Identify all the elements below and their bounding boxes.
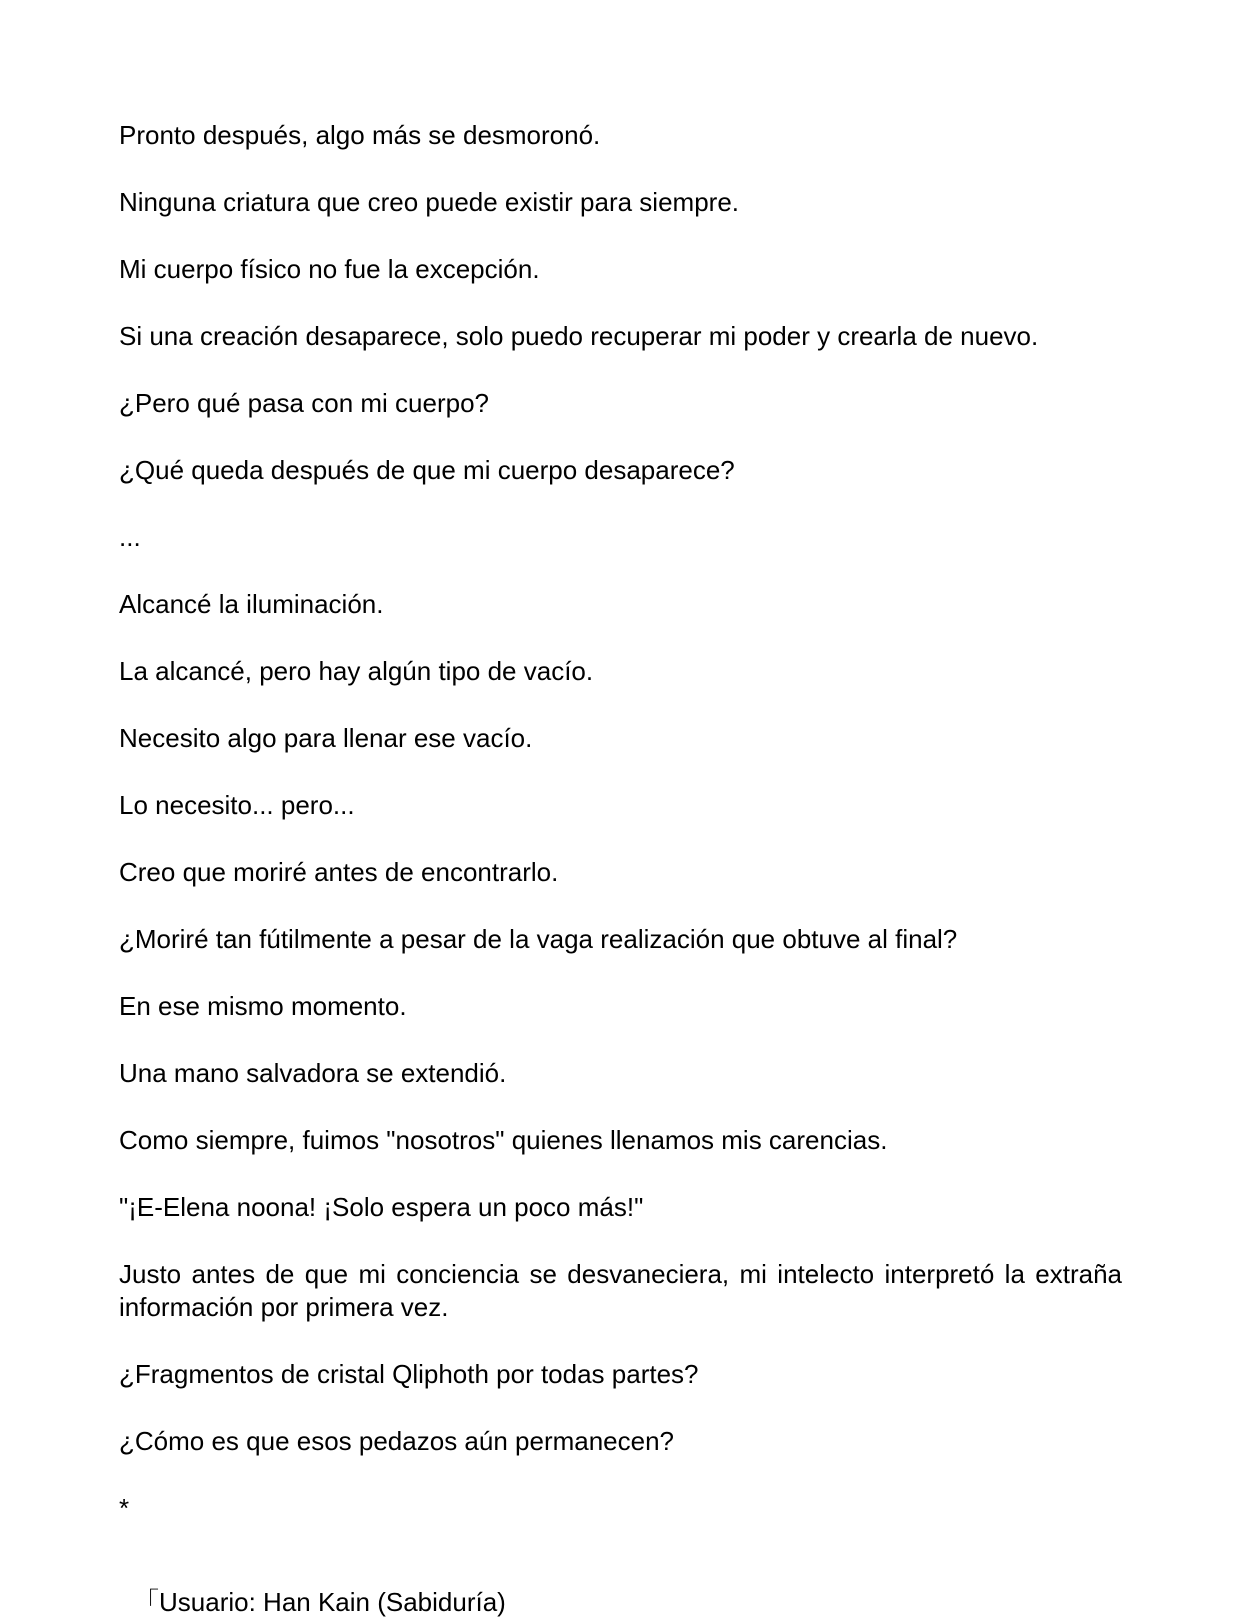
paragraph: Como siempre, fuimos "nosotros" quienes llenamos mis carencias.	[119, 1125, 888, 1155]
paragraph: "¡E-Elena noona! ¡Solo espera un poco más!"	[119, 1192, 644, 1222]
document-body	[119, 119, 1122, 1559]
paragraph: Necesito algo para llenar ese vacío.	[119, 723, 533, 753]
paragraph: Una mano salvadora se extendió.	[119, 1058, 507, 1088]
paragraph: ¿Moriré tan fútilmente a pesar de la vaga realización que obtuve al final?	[119, 924, 958, 954]
paragraph: Ninguna criatura que creo puede existir para siempre.	[119, 187, 740, 217]
paragraph: Si una creación desaparece, solo puedo recuperar mi poder y crearla de nuevo.	[119, 321, 1039, 351]
paragraph: ¿Fragmentos de cristal Qliphoth por todas partes?	[119, 1359, 699, 1389]
paragraph: Alcancé la iluminación.	[119, 589, 384, 619]
paragraph: La alcancé, pero hay algún tipo de vacío.	[119, 656, 594, 686]
paragraph: Creo que moriré antes de encontrarlo.	[119, 857, 559, 887]
paragraph: En ese mismo momento.	[119, 991, 407, 1021]
paragraph: Justo antes de que mi conciencia se desvaneciera, mi intelecto interpretó la extraña información por primera vez.	[119, 1259, 1122, 1322]
paragraph: ¿Pero qué pasa con mi cuerpo?	[119, 388, 489, 418]
status-window-line: 「Usuario: Han Kain (Sabiduría)	[133, 1587, 506, 1617]
paragraph: Mi cuerpo físico no fue la excepción.	[119, 254, 540, 284]
paragraph: ¿Qué queda después de que mi cuerpo desaparece?	[119, 455, 735, 485]
scene-break: *	[119, 1493, 130, 1523]
paragraph: Pronto después, algo más se desmoronó.	[119, 120, 601, 150]
paragraph: ...	[119, 522, 141, 552]
paragraph: Lo necesito... pero...	[119, 790, 355, 820]
paragraph: ¿Cómo es que esos pedazos aún permanecen?	[119, 1426, 675, 1456]
